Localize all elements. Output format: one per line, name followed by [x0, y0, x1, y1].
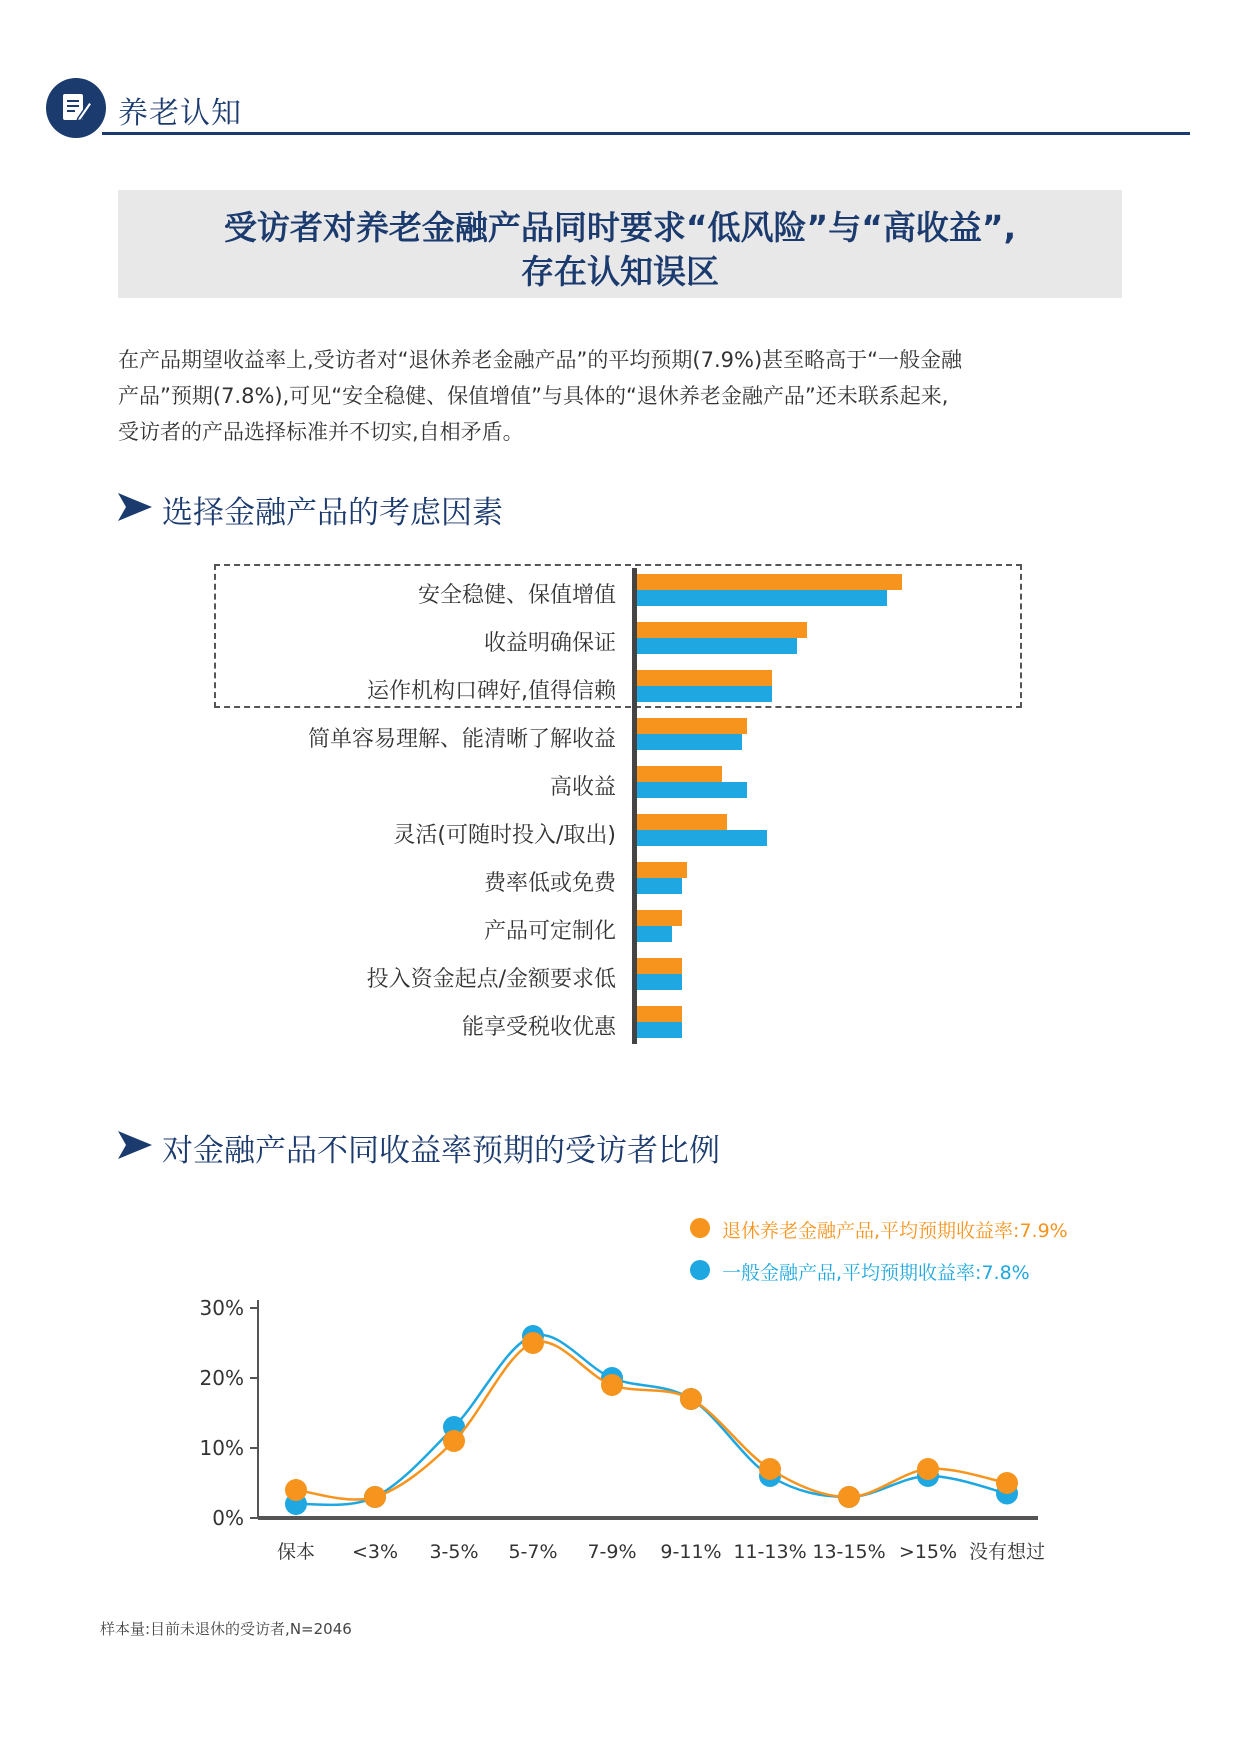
y-tick-label: 10%: [199, 1436, 244, 1460]
x-tick-label: 5-7%: [508, 1541, 558, 1563]
headline-line-1: 受访者对养老金融产品同时要求“低风险”与“高收益”,: [223, 208, 1017, 247]
x-tick-label: <3%: [351, 1541, 399, 1563]
bar-category-label: 灵活(可随时投入/取出): [393, 823, 616, 848]
line-general: [296, 1335, 1007, 1505]
point-retirement: [522, 1332, 544, 1354]
line-retirement: [296, 1342, 1007, 1500]
legend-label: 退休养老金融产品,平均预期收益率:7.9%: [722, 1220, 1068, 1242]
x-tick-label: 保本: [276, 1541, 316, 1563]
y-tick-label: 30%: [199, 1296, 244, 1320]
y-tick-label: 20%: [199, 1366, 244, 1390]
bar-category-label: 能享受税收优惠: [461, 1015, 616, 1040]
x-tick-label: 9-11%: [660, 1541, 722, 1563]
point-retirement: [443, 1430, 465, 1452]
intro-line: 产品”预期(7.8%),可见“安全稳健、保值增值”与具体的“退休养老金融产品”还未联系起来,: [118, 384, 949, 408]
point-retirement: [759, 1458, 781, 1480]
header-title: 养老认知: [118, 96, 242, 131]
x-tick-label: 没有想过: [968, 1541, 1046, 1563]
intro-line: 在产品期望收益率上,受访者对“退休养老金融产品”的平均预期(7.9%)甚至略高于“一般金融: [118, 348, 963, 372]
point-retirement: [838, 1486, 860, 1508]
x-tick-label: 11-13%: [733, 1541, 807, 1563]
section-title-text: 选择金融产品的考虑因素: [162, 495, 503, 531]
point-retirement: [285, 1479, 307, 1501]
bar-category-label: 投入资金起点/金额要求低: [366, 967, 616, 992]
bar-category-label: 费率低或免费: [483, 871, 616, 896]
point-retirement: [601, 1374, 623, 1396]
footnote: 样本量:目前未退休的受访者,N=2046: [100, 1620, 352, 1638]
x-tick-label: 3-5%: [429, 1541, 479, 1563]
point-retirement: [680, 1388, 702, 1410]
bar-category-label: 收益明确保证: [483, 631, 616, 656]
bar-category-label: 产品可定制化: [483, 919, 616, 944]
x-tick-label: 7-9%: [587, 1541, 637, 1563]
bar-category-label: 简单容易理解、能清晰了解收益: [307, 727, 616, 752]
section-title-text: 对金融产品不同收益率预期的受访者比例: [162, 1133, 720, 1169]
y-tick-label: 0%: [212, 1506, 244, 1530]
bar-category-label: 安全稳健、保值增值: [417, 583, 616, 608]
point-retirement: [996, 1472, 1018, 1494]
x-tick-label: 13-15%: [812, 1541, 886, 1563]
headline-line-2: 存在认知误区: [521, 252, 719, 291]
point-retirement: [364, 1486, 386, 1508]
point-retirement: [917, 1458, 939, 1480]
intro-line: 受访者的产品选择标准并不切实,自相矛盾。: [118, 420, 524, 444]
x-tick-label: >15%: [898, 1541, 958, 1563]
bar-category-label: 运作机构口碑好,值得信赖: [367, 679, 616, 704]
bar-category-label: 高收益: [549, 775, 616, 800]
legend-label: 一般金融产品,平均预期收益率:7.8%: [722, 1262, 1030, 1284]
